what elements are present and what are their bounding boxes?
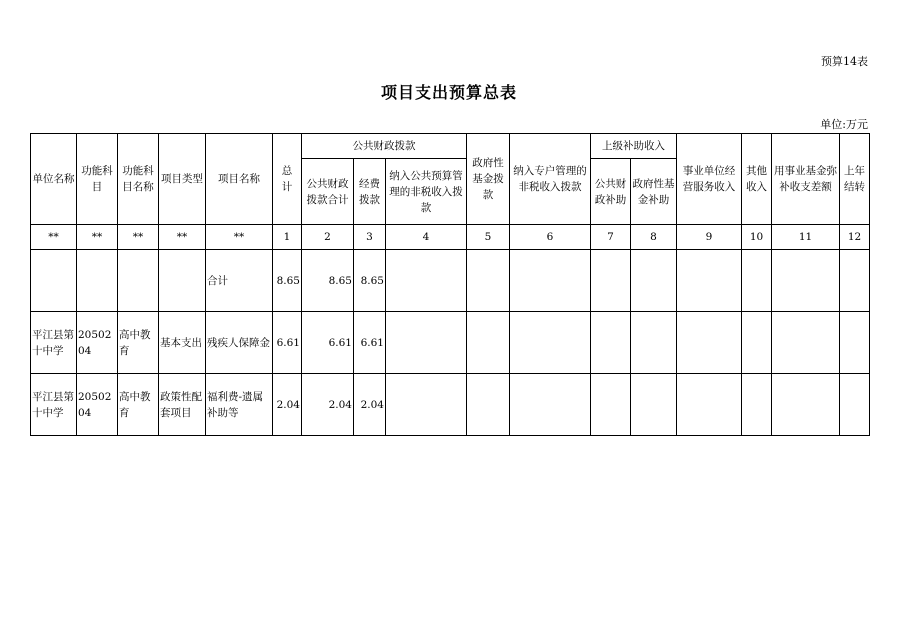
- header-func-subject-name: 功能科目名称: [118, 134, 159, 225]
- cell-type: 政策性配套项目: [159, 374, 206, 436]
- cell-func-code: 2050204: [77, 374, 118, 436]
- project-expenditure-table: [30, 133, 870, 436]
- column-index: 9: [677, 225, 742, 250]
- column-index: **: [118, 225, 159, 250]
- empty-cell: [386, 250, 467, 312]
- empty-cell: [631, 374, 677, 436]
- cell-type: 基本支出: [159, 312, 206, 374]
- column-index: 8: [631, 225, 677, 250]
- header-public-finance-total: 公共财政拨款合计: [302, 159, 354, 225]
- cell-func-name: 高中教育: [118, 312, 159, 374]
- column-index: 5: [467, 225, 510, 250]
- column-index-row: [31, 225, 870, 250]
- cell-unit: [31, 250, 77, 312]
- header-unit-name: 单位名称: [31, 134, 77, 225]
- header-funding-appropriation: 经费拨款: [354, 159, 386, 225]
- column-index: **: [159, 225, 206, 250]
- column-index: 11: [772, 225, 840, 250]
- header-business-income: 事业单位经营服务收入: [677, 134, 742, 225]
- column-index: 3: [354, 225, 386, 250]
- column-index: 12: [840, 225, 870, 250]
- header-fund-balance: 用事业基金弥补收支差额: [772, 134, 840, 225]
- cell-funding: 6.61: [354, 312, 386, 374]
- empty-cell: [591, 250, 631, 312]
- empty-cell: [742, 312, 772, 374]
- table-row-total: [31, 250, 870, 312]
- empty-cell: [742, 374, 772, 436]
- header-other-income: 其他收入: [742, 134, 772, 225]
- cell-unit: 平江县第十中学: [31, 374, 77, 436]
- header-row-1: [31, 134, 870, 159]
- table-row: [31, 374, 870, 436]
- header-last-year: 上年结转: [840, 134, 870, 225]
- empty-cell: [840, 374, 870, 436]
- column-index: 7: [591, 225, 631, 250]
- form-number: 预算14表: [821, 55, 868, 68]
- column-index: **: [206, 225, 273, 250]
- empty-cell: [467, 312, 510, 374]
- column-index: 6: [510, 225, 591, 250]
- column-index: 4: [386, 225, 467, 250]
- cell-type: [159, 250, 206, 312]
- empty-cell: [677, 374, 742, 436]
- column-index: 2: [302, 225, 354, 250]
- cell-func-name: [118, 250, 159, 312]
- empty-cell: [510, 250, 591, 312]
- cell-project: 残疾人保障金: [206, 312, 273, 374]
- empty-cell: [677, 312, 742, 374]
- empty-cell: [386, 312, 467, 374]
- empty-cell: [677, 250, 742, 312]
- empty-cell: [772, 250, 840, 312]
- cell-func-code: 2050204: [77, 312, 118, 374]
- header-project-name: 项目名称: [206, 134, 273, 225]
- column-index: **: [31, 225, 77, 250]
- table-row: [31, 312, 870, 374]
- cell-funding: 8.65: [354, 250, 386, 312]
- unit-label: 单位:万元: [820, 118, 868, 131]
- cell-total: 2.04: [273, 374, 302, 436]
- header-gov-fund: 政府性基金拨款: [467, 134, 510, 225]
- column-index: 1: [273, 225, 302, 250]
- empty-cell: [772, 312, 840, 374]
- cell-pf-total: 6.61: [302, 312, 354, 374]
- cell-project: 合计: [206, 250, 273, 312]
- empty-cell: [840, 250, 870, 312]
- empty-cell: [742, 250, 772, 312]
- column-index: **: [77, 225, 118, 250]
- header-special-nontax: 纳入专户管理的非税收入拨款: [510, 134, 591, 225]
- empty-cell: [631, 312, 677, 374]
- cell-func-code: [77, 250, 118, 312]
- empty-cell: [591, 312, 631, 374]
- header-public-finance: 公共财政拨款: [302, 134, 467, 159]
- header-superior-subsidy: 上级补助收入: [591, 134, 677, 159]
- cell-total: 8.65: [273, 250, 302, 312]
- cell-funding: 2.04: [354, 374, 386, 436]
- empty-cell: [386, 374, 467, 436]
- header-func-subject: 功能科目: [77, 134, 118, 225]
- cell-pf-total: 8.65: [302, 250, 354, 312]
- page-title: 项目支出预算总表: [380, 83, 517, 102]
- cell-project: 福利费-遗属补助等: [206, 374, 273, 436]
- empty-cell: [510, 374, 591, 436]
- empty-cell: [467, 250, 510, 312]
- empty-cell: [631, 250, 677, 312]
- empty-cell: [591, 374, 631, 436]
- empty-cell: [772, 374, 840, 436]
- header-total: 总 计: [273, 134, 302, 225]
- empty-cell: [840, 312, 870, 374]
- cell-total: 6.61: [273, 312, 302, 374]
- empty-cell: [510, 312, 591, 374]
- cell-unit: 平江县第十中学: [31, 312, 77, 374]
- cell-func-name: 高中教育: [118, 374, 159, 436]
- empty-cell: [467, 374, 510, 436]
- header-project-type: 项目类型: [159, 134, 206, 225]
- header-nontax-income: 纳入公共预算管理的非税收入拨款: [386, 159, 467, 225]
- column-index: 10: [742, 225, 772, 250]
- header-superior-gov-fund: 政府性基金补助: [631, 159, 677, 225]
- cell-pf-total: 2.04: [302, 374, 354, 436]
- header-superior-public: 公共财政补助: [591, 159, 631, 225]
